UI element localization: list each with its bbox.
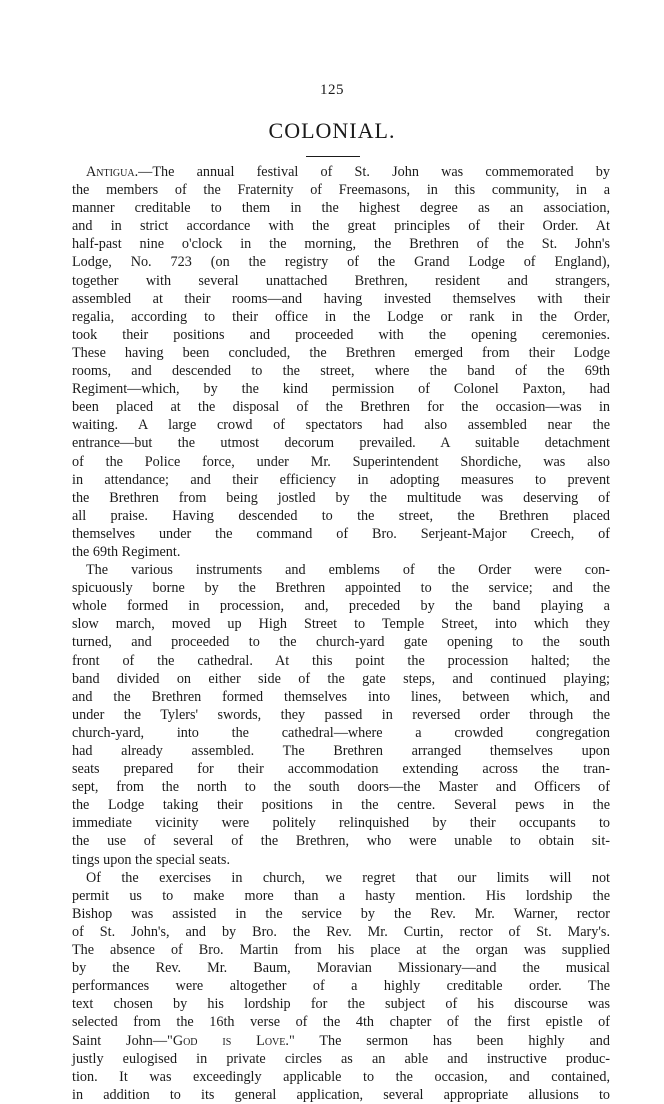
text-line: text chosen by his lordship for the subject of his discourse was [72,996,610,1013]
text-line: front of the cathedral. At this point the procession halted; the [72,652,610,669]
text-line: sept, from the north to the south doors—the Master and Officers of [72,779,610,796]
text-line: permit us to make more than a hasty mention. His lordship the [72,887,610,904]
text-line: Regiment—which, by the kind permission of Colonel Paxton, had [72,381,610,398]
text-line: the use of several of the Brethren, who were unable to obtain sit- [72,833,610,850]
text-line: manner creditable to them in the highest degree as an association, [72,200,610,217]
text-line: and in strict accordance with the great principles of their Order. At [72,218,610,235]
text-line: whole formed in procession, and, preceded by the band playing a [72,598,610,615]
text-line: in addition to its general application, several appropriate allusions to [72,1086,610,1103]
text-line: had already assembled. The Brethren arranged themselves upon [72,743,610,759]
text-line: justly eulogised in private circles as an able and instructive produc- [72,1050,610,1067]
text-line: selected from the 16th verse of the 4th chapter of the first epistle of [72,1014,610,1031]
text-line: and the Brethren formed themselves into lines, between which, and [72,688,610,705]
page-number: 125 [320,82,344,98]
article-body [72,163,610,1104]
text-line: tion. It was exceedingly applicable to the occasion, and contained, [72,1068,610,1085]
text-line: together with several unattached Brethren, resident and strangers, [72,272,610,289]
scripture-quote: God is Love. [172,1032,289,1049]
text-line: church-yard, into the cathedral—where a crowded congregation [72,724,610,741]
text-line: performances were altogether of a highly creditable order. The [72,978,610,995]
text-line: Saint John—"God is Love." The sermon has been highly and [72,1032,610,1049]
text-line: under the Tylers' swords, they passed in reversed order through the [72,706,610,723]
text-line: in attendance; and their efficiency in adopting measures to prevent [72,471,610,488]
text-line: waiting. A large crowd of spectators had also assembled near the [72,417,610,434]
text-line: of St. John's, and by Bro. the Rev. Mr. Curtin, rector of St. Mary's. [72,923,610,940]
section-title: COLONIAL. [268,118,396,143]
text-line: the 69th Regiment. [72,543,181,560]
text-line: Antigua.—The annual festival of St. John was commemorated by [86,164,610,180]
text-line: These having been concluded, the Brethren emerged from their Lodge [72,344,610,361]
text-line: been placed at the disposal of the Brethren for the occasion—was in [72,399,610,416]
title-divider [306,156,360,157]
text-line: took their positions and proceeded with the opening ceremonies. [72,326,610,343]
text-line: Bishop was assisted in the service by the Rev. Mr. Warner, rector [72,905,610,922]
text-line: entrance—but the utmost decorum prevailed. A suitable detachment [72,435,610,452]
text-line: seats prepared for their accommodation extending across the tran- [72,761,610,778]
text-line: by the Rev. Mr. Baum, Moravian Missionary—and the musical [72,960,610,977]
text-line: Lodge, No. 723 (on the registry of the Grand Lodge of England), [72,254,610,271]
text-line: The various instruments and emblems of the Order were con- [86,562,610,579]
text-line: the Brethren from being jostled by the multitude was deserving of [72,489,610,506]
text-line: immediate vicinity were politely relinquished by their occupants to [72,815,610,832]
text-line: turned, and proceeded to the church-yard gate opening to the south [72,634,610,651]
text-line: band divided on either side of the gate steps, and continued playing; [72,670,610,687]
text-line: the members of the Fraternity of Freemasons, in this community, in a [72,182,610,199]
text-line: themselves under the command of Bro. Serjeant-Major Creech, of [72,525,610,542]
text-line: The absence of Bro. Martin from his place at the organ was supplied [72,942,610,959]
text-line: half-past nine o'clock in the morning, the Brethren of the St. John's [72,236,610,253]
text-line: regalia, according to their office in the Lodge or rank in the Order, [72,308,610,325]
text-line: rooms, and descended to the street, where the band of the 69th [72,363,610,380]
text-line: tings upon the special seats. [72,851,231,868]
lead-word: Antigua. [86,164,139,180]
text-line: assembled at their rooms—and having invested themselves with their [72,290,610,307]
text-line: slow march, moved up High Street to Temple Street, into which they [72,616,610,633]
text-line: Of the exercises in church, we regret that our limits will not [86,869,610,886]
text-line: the Lodge taking their positions in the centre. Several pews in the [72,797,610,814]
text-line: all praise. Having descended to the street, the Brethren placed [72,507,610,524]
text-line: spicuously borne by the Brethren appointed to the service; and the [72,580,610,597]
text-line: of the Police force, under Mr. Superintendent Shordiche, was also [72,453,610,470]
